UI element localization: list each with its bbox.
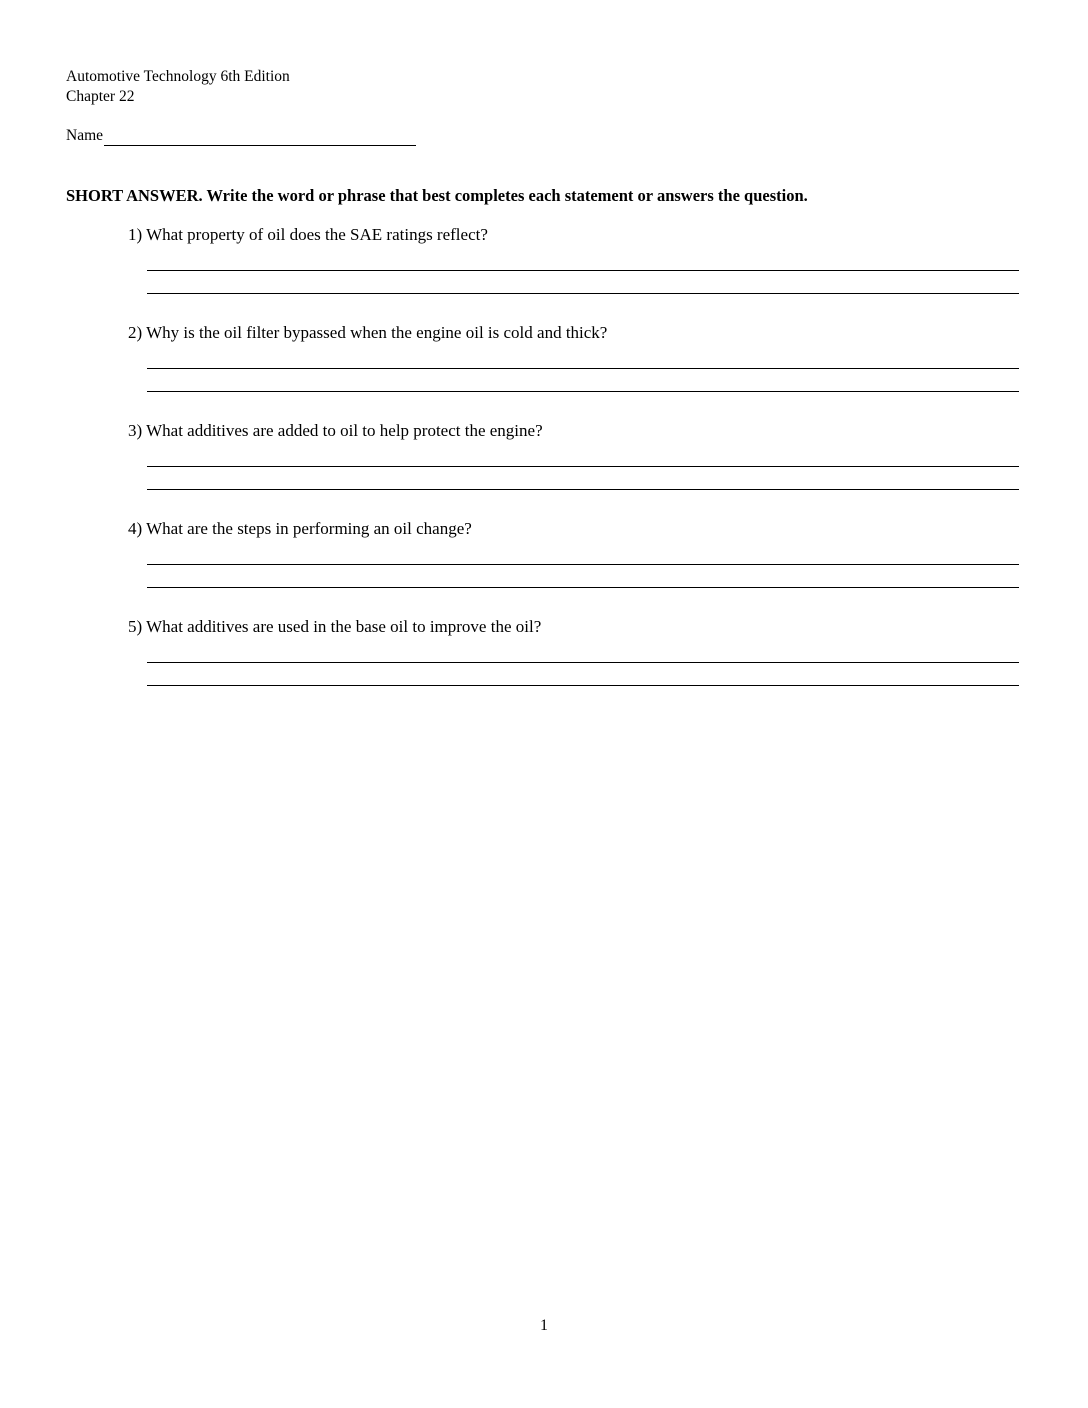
answer-line[interactable] — [147, 587, 1019, 588]
name-blank-line[interactable] — [104, 127, 416, 146]
answer-line[interactable] — [147, 564, 1019, 565]
answer-line[interactable] — [147, 270, 1019, 271]
question-text: 2) Why is the oil filter bypassed when the engine oil is cold and thick? — [128, 323, 608, 342]
question-text: 1) What property of oil does the SAE ratings reflect? — [128, 225, 488, 244]
question-item — [128, 323, 1019, 421]
question-item — [128, 519, 1019, 617]
question-list — [128, 225, 1019, 715]
question-item — [128, 421, 1019, 519]
name-label: Name — [66, 127, 104, 144]
answer-line[interactable] — [147, 466, 1019, 467]
answer-line[interactable] — [147, 685, 1019, 686]
question-text: 5) What additives are used in the base oil to improve the oil? — [128, 617, 542, 636]
chapter-label: Chapter 22 — [66, 88, 135, 105]
question-item — [128, 617, 1019, 715]
answer-line[interactable] — [147, 489, 1019, 490]
question-item — [128, 225, 1019, 323]
answer-line[interactable] — [147, 293, 1019, 294]
answer-line[interactable] — [147, 391, 1019, 392]
section-instructions: SHORT ANSWER. Write the word or phrase that best completes each statement or answers the question. — [66, 186, 808, 205]
answer-line[interactable] — [147, 662, 1019, 663]
name-field-row — [66, 126, 416, 146]
question-text: 3) What additives are added to oil to help protect the engine? — [128, 421, 543, 440]
answer-line[interactable] — [147, 368, 1019, 369]
document-header — [66, 67, 290, 107]
question-text: 4) What are the steps in performing an oil change? — [128, 519, 472, 538]
page-number: 1 — [540, 1317, 548, 1334]
book-title: Automotive Technology 6th Edition — [66, 68, 290, 85]
